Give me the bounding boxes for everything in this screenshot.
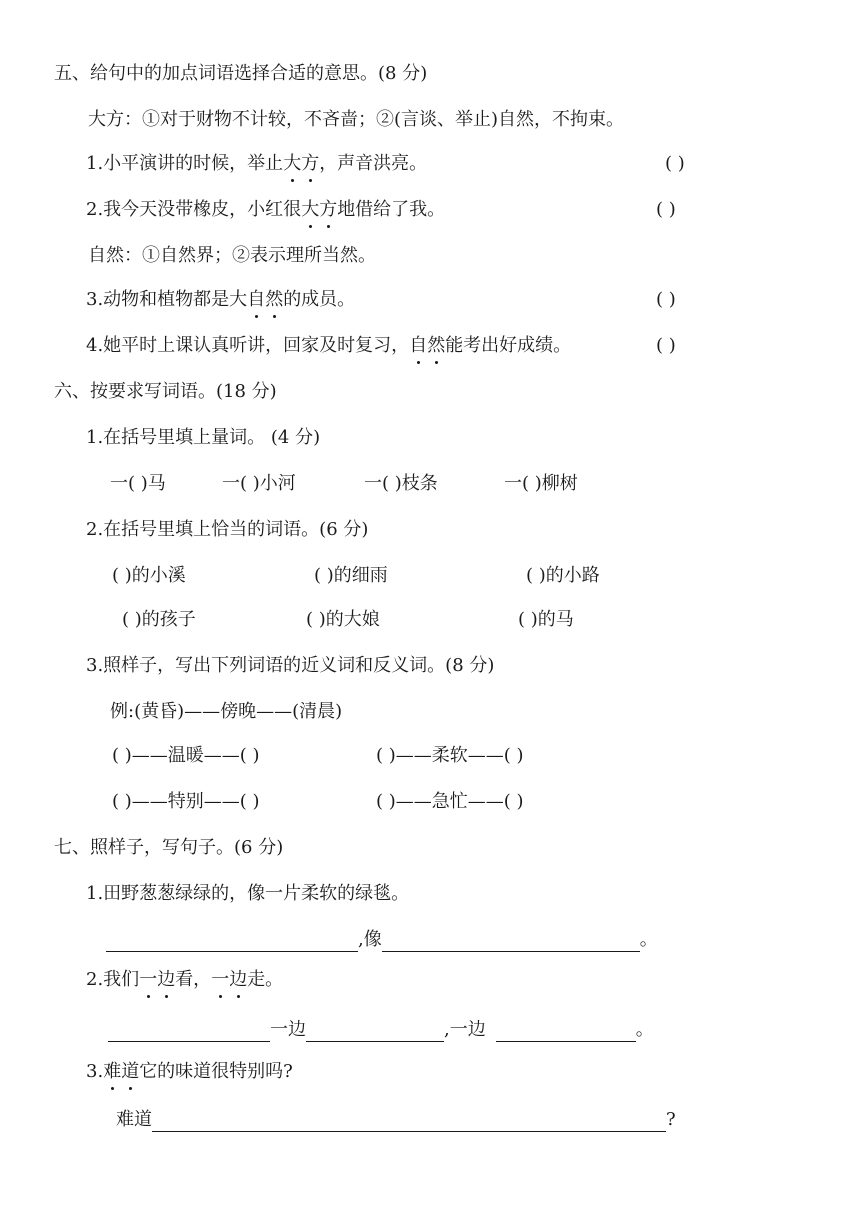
dotted-char: 道	[121, 1061, 140, 1082]
answer-parentheses[interactable]: ( )	[656, 289, 676, 310]
answer-parentheses[interactable]: ( )	[656, 335, 676, 356]
answer-blank[interactable]	[382, 931, 640, 952]
section-5-title: 五、给句中的加点词语选择合适的意思。(8 分)	[54, 63, 428, 84]
s7-q3-answer-line: 难道 ?	[116, 1109, 676, 1130]
answer-blank[interactable]	[152, 1111, 666, 1132]
synonym-antonym-item[interactable]: ( )——温暖——( )	[112, 745, 260, 766]
s7-question-3: 3.难道它的味道很特别吗?	[86, 1061, 293, 1082]
dotted-char: 难	[103, 1061, 122, 1082]
s5-question-4: 4.她平时上课认真听讲，回家及时复习，自然能考出好成绩。	[86, 335, 572, 356]
fill-phrase-item[interactable]: ( )的小溪	[112, 565, 186, 586]
dotted-char: 一	[211, 969, 230, 990]
answer-blank[interactable]	[306, 1021, 444, 1042]
dotted-char: 大	[301, 199, 320, 220]
dotted-char: 一	[139, 969, 158, 990]
s6-q2-title: 2.在括号里填上恰当的词语。(6 分)	[86, 519, 369, 540]
fill-phrase-item[interactable]: ( )的孩子	[122, 609, 196, 630]
s6-q3-example: 例:(黄昏)——傍晚——(清晨)	[110, 701, 343, 722]
answer-blank[interactable]	[108, 1021, 270, 1042]
s5-question-2: 2.我今天没带橡皮，小红很大方地借给了我。	[86, 199, 446, 220]
answer-parentheses[interactable]: ( )	[665, 153, 685, 174]
synonym-antonym-item[interactable]: ( )——特别——( )	[112, 791, 260, 812]
s5-question-3: 3.动物和植物都是大自然的成员。	[86, 289, 356, 310]
synonym-antonym-item[interactable]: ( )——柔软——( )	[376, 745, 524, 766]
answer-blank[interactable]	[106, 931, 358, 952]
fill-phrase-item[interactable]: ( )的马	[518, 609, 574, 630]
dotted-char: 自	[247, 289, 266, 310]
measure-word-item[interactable]: 一( )枝条	[364, 473, 438, 494]
answer-parentheses[interactable]: ( )	[656, 199, 676, 220]
answer-blank[interactable]	[496, 1021, 636, 1042]
fill-phrase-item[interactable]: ( )的大娘	[306, 609, 380, 630]
s7-q2-answer-line: 一边 ,一边 。	[108, 1018, 654, 1042]
measure-word-item[interactable]: 一( )柳树	[504, 473, 578, 494]
fill-phrase-item[interactable]: ( )的小路	[526, 565, 600, 586]
measure-word-item[interactable]: 一( )马	[110, 473, 166, 494]
s7-question-2: 2.我们一边看，一边走。	[86, 969, 284, 990]
s5-question-1: 1.小平演讲的时候，举止大方，声音洪亮。	[86, 153, 428, 174]
dotted-char: 然	[427, 335, 446, 356]
s7-question-1: 1.田野葱葱绿绿的，像一片柔软的绿毯。	[86, 883, 410, 904]
fill-phrase-item[interactable]: ( )的细雨	[314, 565, 388, 586]
dotted-char: 方	[301, 153, 320, 174]
dotted-char: 大	[283, 153, 302, 174]
s6-q3-title: 3.照样子，写出下列词语的近义词和反义词。(8 分)	[86, 655, 495, 676]
s7-q1-answer-line: ,像 。	[106, 928, 658, 952]
dafang-definition: 大方：①对于财物不计较，不吝啬；②(言谈、举止)自然，不拘束。	[88, 109, 625, 130]
section-7-title: 七、照样子，写句子。(6 分)	[54, 837, 284, 858]
section-6-title: 六、按要求写词语。(18 分)	[54, 381, 277, 402]
dotted-char: 然	[265, 289, 284, 310]
s6-q1-title: 1.在括号里填上量词。 (4 分)	[86, 427, 321, 448]
dotted-char: 方	[319, 199, 338, 220]
synonym-antonym-item[interactable]: ( )——急忙——( )	[376, 791, 524, 812]
dotted-char: 边	[229, 969, 248, 990]
ziran-definition: 自然：①自然界；②表示理所当然。	[88, 245, 376, 266]
dotted-char: 边	[157, 969, 176, 990]
dotted-char: 自	[409, 335, 428, 356]
measure-word-item[interactable]: 一( )小河	[222, 473, 296, 494]
